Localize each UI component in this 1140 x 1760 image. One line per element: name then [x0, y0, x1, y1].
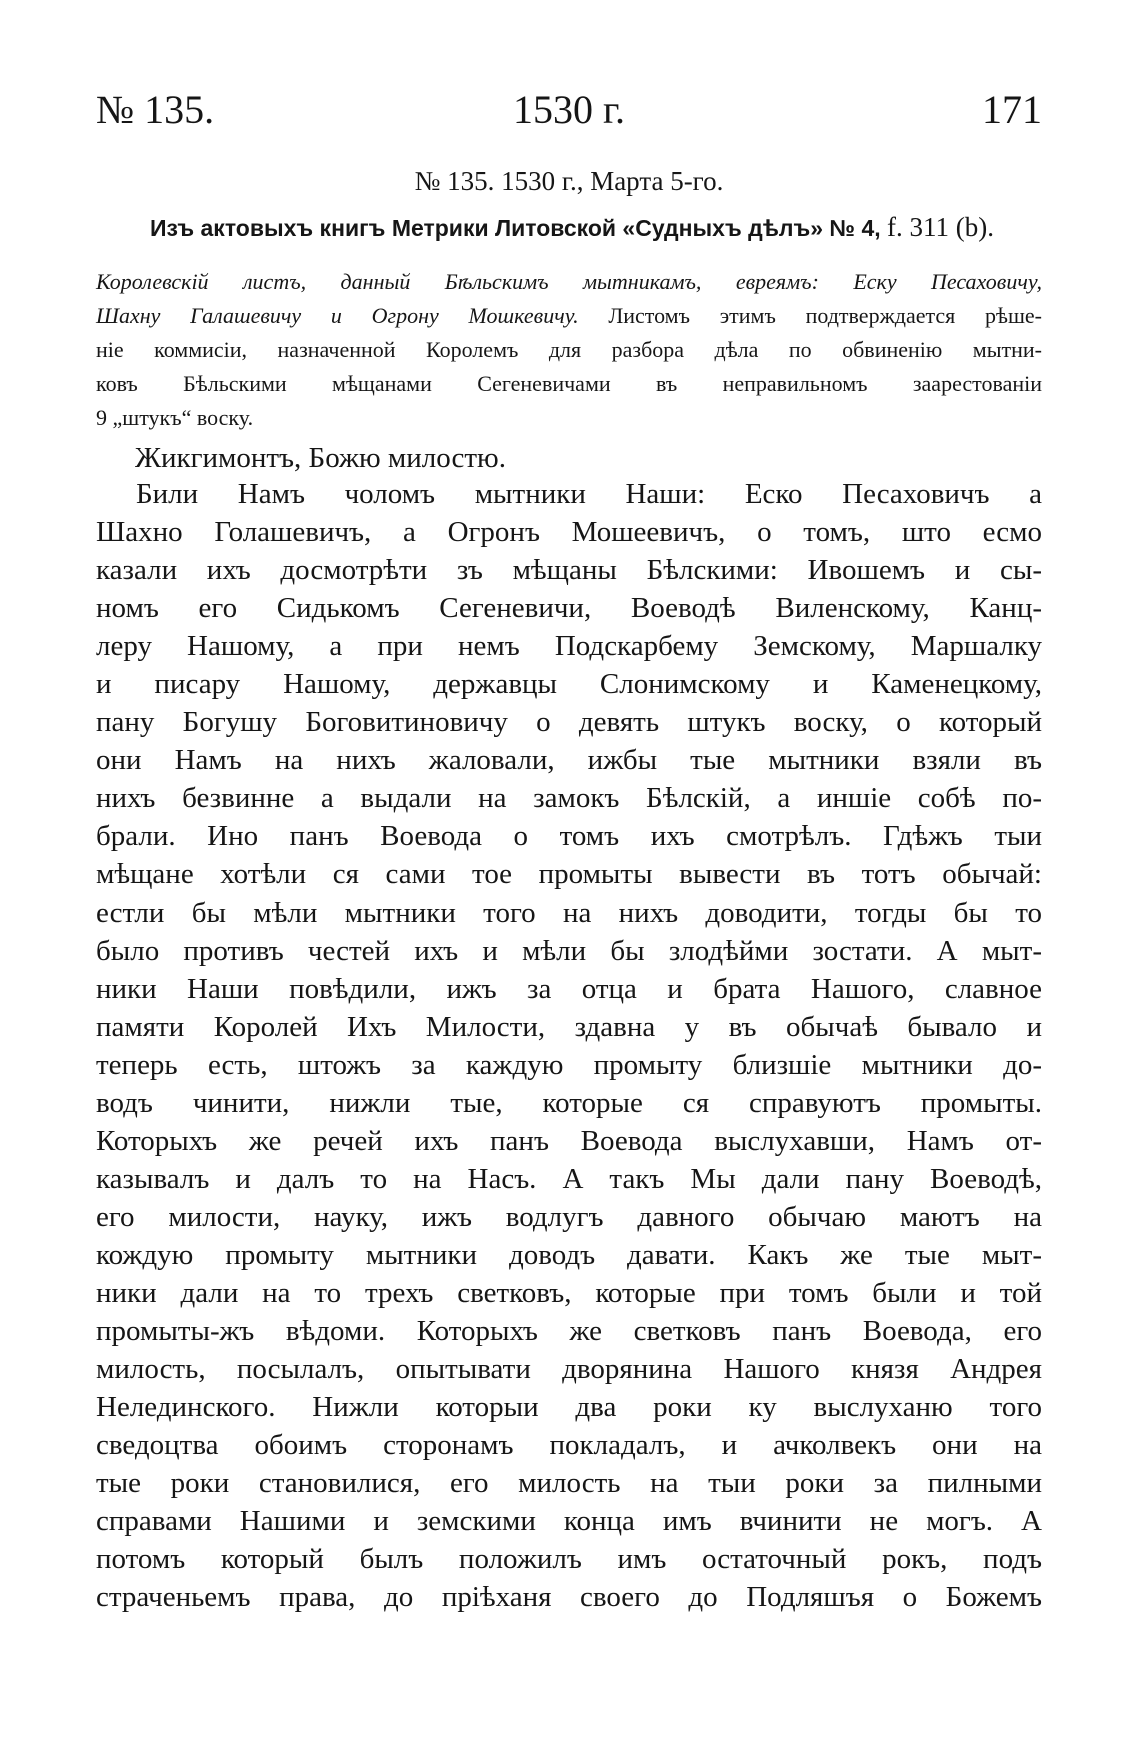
body-line: леру Нашому, а при немъ Подскарбему Земскому, Маршалку: [96, 630, 1042, 663]
body-line: пану Богушу Боговитиновичу о девять штукъ воску, о который: [96, 706, 1042, 739]
document-summary: [96, 265, 1042, 435]
summary-italic: Королевскій листъ, данный Бѣльскимъ мытникамъ, евреямъ: Еску Песаховичу,: [96, 269, 1042, 294]
body-line: они Намъ на нихъ жаловали, ижбы тые мытники взяли въ: [96, 744, 1042, 777]
body-line: и писару Нашому, державцы Слонимскому и Каменецкому,: [96, 668, 1042, 701]
summary-line: [96, 299, 1042, 333]
document-number-header: № 135.: [96, 87, 215, 132]
source-main: Изъ актовыхъ книгъ Метрики Литовской «Судныхъ дѣлъ» № 4,: [149, 215, 881, 241]
summary-line: [96, 265, 1042, 299]
source-reference: f. 311 (b).: [887, 212, 995, 242]
body-line: потомъ который былъ положилъ имъ остаточный рокъ, подъ: [96, 1543, 1042, 1576]
body-line: Которыхъ же речей ихъ панъ Воевода выслухавши, Намъ от-: [96, 1124, 1042, 1157]
body-line: казывалъ и далъ то на Насъ. А такъ Мы дали пану Воеводѣ,: [96, 1162, 1042, 1195]
body-line: его милости, науку, ижъ водлугъ давного обычаю маютъ на: [96, 1200, 1042, 1233]
year-header: 1530 г.: [513, 87, 625, 132]
body-text: [96, 475, 1042, 1616]
summary-line: ковъ Бѣльскими мѣщанами Сегеневичами въ неправильномъ заарестованіи: [96, 371, 1042, 396]
body-line: брали. Ино панъ Воевода о томъ ихъ смотрѣлъ. Гдѣжъ тыи: [96, 820, 1042, 853]
body-line: ники Наши повѣдили, ижъ за отца и брата Нашого, славное: [96, 972, 1042, 1005]
body-line: номъ его Сидькомъ Сегеневичи, Воеводѣ Виленскому, Канц-: [96, 592, 1042, 625]
body-line: Шахно Голашевичъ, а Огронъ Мошеевичъ, о томъ, што есмо: [96, 516, 1042, 549]
body-line: казали ихъ досмотрѣти зъ мѣщаны Бѣлскими: Ивошемъ и сы-: [96, 554, 1042, 587]
body-line: теперь есть, штожъ за каждую промыту близшіе мытники до-: [96, 1048, 1042, 1081]
summary-line: ніе коммисіи, назначенной Королемъ для разбора дѣла по обвиненію мытни-: [96, 337, 1042, 362]
body-line: страченьемъ права, до пріѣханя своего до Подляшъя о Божемъ: [96, 1581, 1042, 1614]
running-head: [96, 80, 1042, 140]
body-line: мѣщане хотѣли ся сами тое промыты вывести въ тотъ обычай:: [96, 858, 1042, 891]
body-line: естли бы мѣли мытники того на нихъ доводити, тогды бы то: [96, 896, 1042, 929]
body-line: промыты-жъ вѣдоми. Которыхъ же светковъ панъ Воевода, его: [96, 1315, 1042, 1348]
body-line: нихъ безвинне а выдали на замокъ Бѣлскій, а иншіе собѣ по-: [96, 782, 1042, 815]
page-number: 171: [982, 87, 1042, 132]
body-line: памяти Королей Ихъ Милости, здавна у въ обычаѣ бывало и: [96, 1010, 1042, 1043]
body-line: ники дали на то трехъ светковъ, которые при томъ были и той: [96, 1276, 1042, 1309]
body-line: сведоцтва обоимъ сторонамъ покладалъ, и ачколвекъ они на: [96, 1429, 1042, 1462]
body-line: кождую промыту мытники доводъ давати. Какъ же тые мыт-: [96, 1238, 1042, 1271]
summary-italic: Шахну Галашевичу и Огрону Мошкевичу.: [96, 303, 579, 328]
body-line: Нелединского. Нижли которыи два роки ку выслуханю того: [96, 1391, 1042, 1424]
body-line: водъ чинити, нижли тые, которые ся справуютъ промыты.: [96, 1086, 1042, 1119]
body-line: милость, посылалъ, опытывати дворянина Нашого князя Андрея: [96, 1353, 1042, 1386]
summary-text: Листомъ этимъ подтверждается рѣше-: [578, 303, 1042, 328]
salutation: Жикгимонтъ, Божю милостю.: [135, 442, 506, 474]
summary-line: 9 „штукъ“ воску.: [96, 405, 254, 430]
document-source: [92, 210, 1052, 245]
document-title: № 135. 1530 г., Марта 5-го.: [414, 166, 724, 196]
body-line: Били Намъ чоломъ мытники Наши: Еско Песаховичъ а: [136, 478, 1042, 510]
body-line: тые роки становилися, его милость на тыи роки за пилными: [96, 1467, 1042, 1500]
body-line: справами Нашими и земскими конца имъ вчинити не могъ. А: [96, 1505, 1042, 1538]
body-line: было противъ честей ихъ и мѣли бы злодѣйми зостати. А мыт-: [96, 934, 1042, 967]
